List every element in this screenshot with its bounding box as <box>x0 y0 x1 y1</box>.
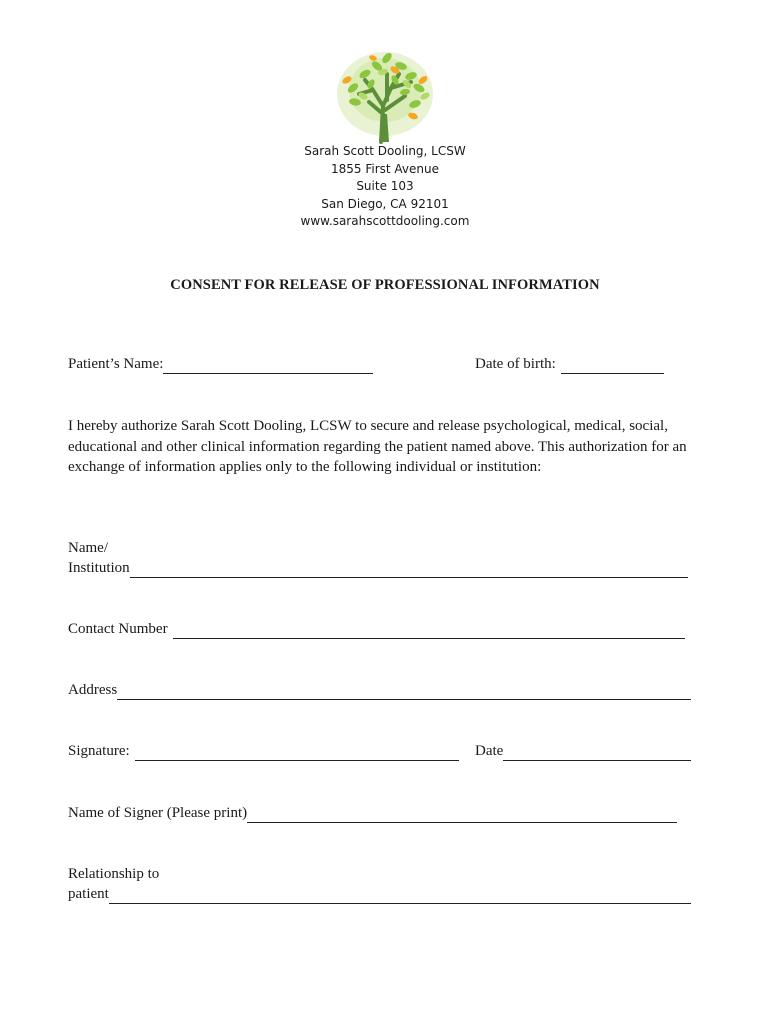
signature-label: Signature: <box>68 743 130 759</box>
date-field[interactable] <box>503 745 691 761</box>
relationship-row <box>68 864 691 904</box>
relationship-label-line2: patient <box>68 886 109 902</box>
contact-number-row <box>68 619 685 639</box>
authorization-text: I hereby authorize Sarah Scott Dooling, LCSW to secure and release psychological, medical, social, educational and other clinical information regarding the patient named above. This authorization for an exchange of information applies only to the following individual or institution: <box>68 418 687 475</box>
practitioner-name: Sarah Scott Dooling, LCSW <box>304 144 466 158</box>
address-field[interactable] <box>117 684 691 700</box>
dob-label: Date of birth: <box>475 356 556 372</box>
dob-row <box>475 354 664 374</box>
signer-name-row <box>68 803 677 823</box>
relationship-label-line1: Relationship to <box>68 866 160 882</box>
date-row <box>475 741 691 761</box>
form-title: CONSENT FOR RELEASE OF PROFESSIONAL INFORMATION <box>170 277 600 293</box>
tree-icon <box>325 44 445 144</box>
signature-field[interactable] <box>135 745 459 761</box>
signer-name-field[interactable] <box>247 807 677 823</box>
address-line-1: 1855 First Avenue <box>330 161 439 176</box>
address-row <box>68 680 691 700</box>
patient-name-row <box>68 354 373 374</box>
name-institution-label-line2: Institution <box>68 560 130 576</box>
signer-name-label: Name of Signer (Please print) <box>68 805 248 821</box>
name-institution-field[interactable] <box>130 562 688 578</box>
relationship-field[interactable] <box>109 888 691 904</box>
patient-name-field[interactable] <box>163 358 373 374</box>
name-institution-row <box>68 538 688 578</box>
dob-field[interactable] <box>561 358 664 374</box>
city-state-zip: San Diego, CA 92101 <box>321 196 449 211</box>
contact-number-field[interactable] <box>173 623 685 639</box>
name-institution-label-line1: Name/ <box>68 540 108 556</box>
signature-row <box>68 741 459 761</box>
contact-number-label: Contact Number <box>68 621 168 637</box>
letterhead-address <box>0 143 770 231</box>
address-line-2: Suite 103 <box>356 179 414 194</box>
address-label: Address <box>68 682 118 698</box>
patient-name-label: Patient’s Name: <box>68 356 164 372</box>
website: www.sarahscottdooling.com <box>300 214 470 229</box>
date-label: Date <box>475 743 504 759</box>
